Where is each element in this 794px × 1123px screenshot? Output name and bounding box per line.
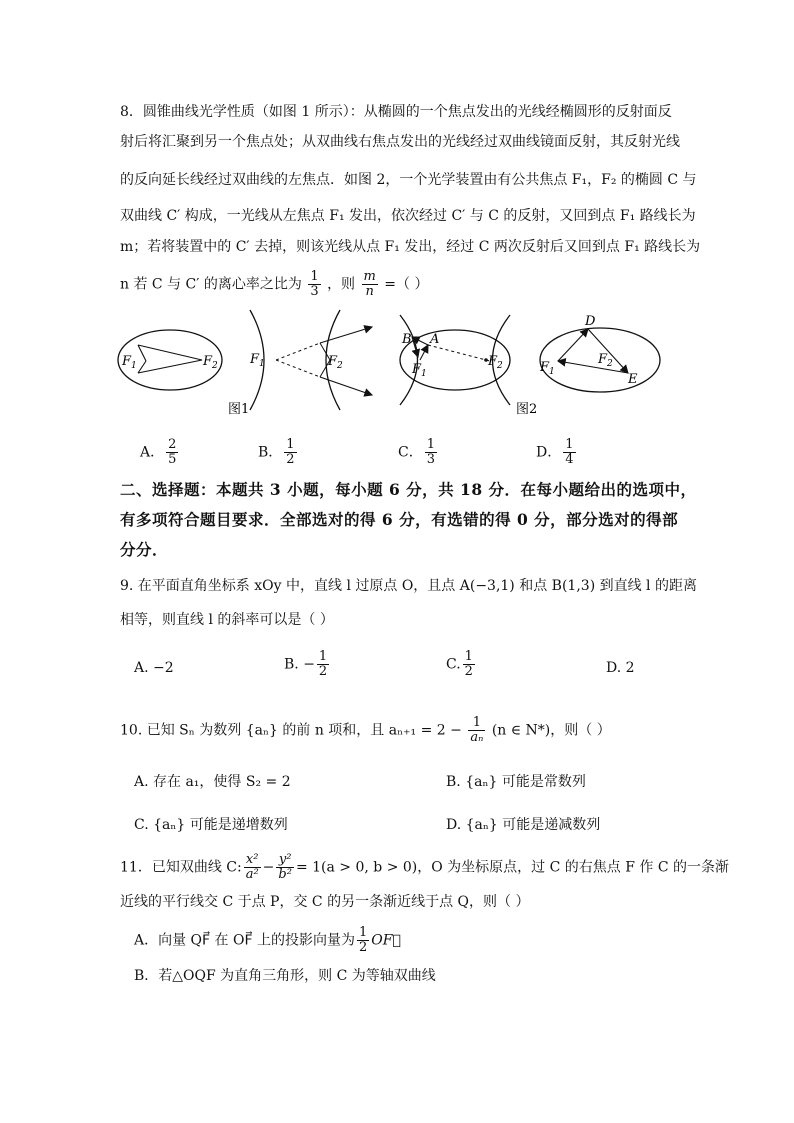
- fig1b-f1-label: $F_1$: [250, 352, 265, 369]
- q8-mn-num: m: [363, 269, 376, 284]
- fig1b-f2-label: $F_2$: [328, 354, 343, 371]
- fig1-f2-label: $F_2$: [203, 354, 218, 371]
- q8-ratio-fraction: [308, 270, 320, 299]
- q9-option-c[interactable]: C. $\frac{1}{2}$: [446, 649, 473, 679]
- q8-line-5: m；若将装置中的 C′ 去掉，则该光线从点 F₁ 发出，经过 C 两次反射后又回到点 F₁ 路线长为: [120, 239, 701, 255]
- q8-ratio-den: 3: [310, 284, 319, 299]
- q11-line-1: 11．已知双曲线 C: $\frac{\text{x²}}{\text{a²}}$ − $\frac{\text{y²}}{\text{b²}}$ = 1(a > 0, b > 0)，O 为坐标原点，过 C 的右焦点 F 作 C 的一条渐: [120, 852, 730, 882]
- fig2b-f2-label: $F_2$: [598, 352, 613, 369]
- q9-option-d[interactable]: D. 2: [606, 660, 635, 676]
- fig2-caption: 图2: [516, 402, 538, 417]
- q9-line-1: 9. 在平面直角坐标系 xOy 中，直线 l 过原点 O，且点 A(−3,1) 和点 B(1,3) 到直线 l 的距离: [120, 578, 697, 594]
- q8-option-b[interactable]: B． $\frac{1}{2}$: [258, 437, 295, 467]
- q8-last-mid: ，则: [327, 276, 356, 293]
- q8-figures: [110, 305, 670, 425]
- q8-last-pre: n 若 C 与 C′ 的离心率之比为: [120, 276, 302, 293]
- q8-mn-den: n: [365, 284, 374, 299]
- q10-option-b[interactable]: B. {aₙ} 可能是常数列: [446, 774, 586, 790]
- fig2-f1-label: $F_1$: [412, 362, 427, 379]
- q11-option-b[interactable]: B．若△OQF 为直角三角形，则 C 为等轴双曲线: [134, 968, 436, 984]
- q10-option-c[interactable]: C. {aₙ} 可能是递增数列: [134, 817, 288, 833]
- q10-option-d[interactable]: D. {aₙ} 可能是递减数列: [446, 817, 601, 833]
- fig2-B-label: B: [402, 332, 412, 347]
- fig2-D-label: D: [585, 314, 596, 329]
- q8-option-d[interactable]: D． $\frac{1}{4}$: [536, 437, 574, 467]
- q8-line-1: 8．圆锥曲线光学性质（如图 1 所示）：从椭圆的一个焦点发出的光线经椭圆形的反射面反: [120, 104, 672, 120]
- q8-line-3: 的反向延长线经过双曲线的左焦点．如图 2，一个光学装置由有公共焦点 F₁，F₂ 的椭圆 C 与: [120, 172, 697, 188]
- q8-mn-fraction: [362, 270, 378, 299]
- section2-line-1: 二、选择题：本题共 3 小题，每小题 6 分，共 18 分．在每小题给出的选项中，: [120, 480, 697, 499]
- q9-option-a[interactable]: A. −2: [134, 660, 174, 676]
- fig2-E-label: E: [628, 372, 638, 387]
- section2-line-3: 分分．: [120, 540, 169, 559]
- q11-line-2: 近线的平行线交 C 于点 P，交 C 的另一条渐近线于点 Q，则（ ）: [120, 894, 530, 910]
- q11-option-a[interactable]: A．向量 QF⃗ 在 OF⃗ 上的投影向量为 $\frac{1}{2}$ OF⃗: [134, 925, 401, 955]
- q8-line-2: 射后将汇聚到另一个焦点处；从双曲线右焦点发出的光线经过双曲线镜面反射，其反射光线: [120, 134, 680, 150]
- q8-option-c[interactable]: C． $\frac{1}{3}$: [398, 437, 435, 467]
- fig2b-f1-label: $F_1$: [540, 360, 555, 377]
- q8-line-6: [120, 270, 428, 299]
- q9-line-2: 相等，则直线 l 的斜率可以是（ ）: [120, 612, 334, 628]
- section2-line-2: 有多项符合题目要求．全部选对的得 6 分，有选错的得 0 分，部分选对的得部: [120, 510, 679, 529]
- q10-option-a[interactable]: A. 存在 a₁，使得 S₂ = 2: [134, 774, 291, 790]
- fig2-f2-label: $F_2$: [488, 354, 503, 371]
- fig1-f1-label: $F_1$: [122, 354, 137, 371]
- q8-ratio-num: 1: [310, 269, 319, 284]
- q10-stem: 10. 已知 Sₙ 为数列 {aₙ} 的前 n 项和，且 aₙ₊₁ = 2 − $\frac{1}{\text{aₙ}}$ (n ∈ N*)，则（ ）: [120, 715, 611, 745]
- fig1-caption: 图1: [228, 402, 250, 417]
- q9-option-b[interactable]: B. − $\frac{1}{2}$: [284, 649, 328, 679]
- q8-option-a[interactable]: A． $\frac{2}{5}$: [140, 437, 177, 467]
- q8-line-4: 双曲线 C′ 构成，一光线从左焦点 F₁ 发出，依次经过 C′ 与 C 的反射，又回到点 F₁ 路线长为: [120, 208, 696, 224]
- fig2-A-label: A: [430, 332, 440, 347]
- q8-last-post: =（ ）: [384, 276, 429, 293]
